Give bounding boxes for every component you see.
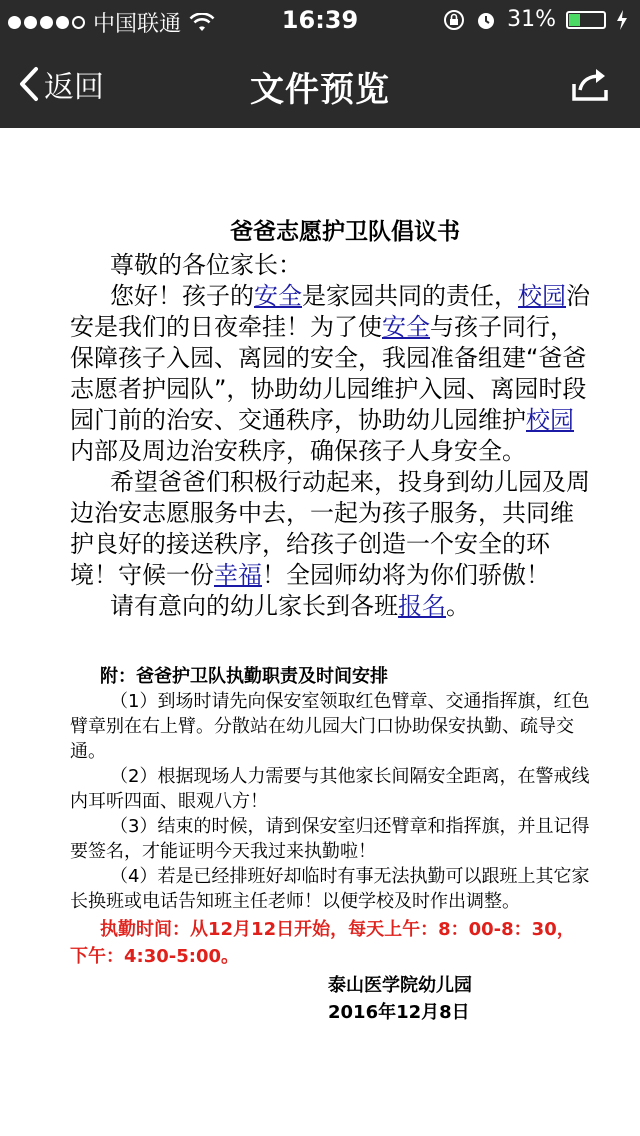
text-segment: 请有意向的幼儿家长到各班 [110, 592, 398, 620]
document-preview [70, 214, 590, 1026]
battery-percent: 31% [507, 7, 556, 32]
alarm-icon [475, 9, 497, 31]
text-segment: 。 [446, 592, 470, 620]
status-bar [0, 0, 640, 40]
document-body [70, 250, 590, 622]
clock: 16:39 [281, 6, 359, 34]
text-segment: ！全园师幼将为你们骄傲！ [262, 561, 550, 589]
paragraph-1 [70, 281, 590, 467]
link-signup[interactable]: 报名 [398, 592, 446, 620]
navigation-bar [0, 40, 640, 128]
text-segment: 治安是我们的日夜牵挂！为了使 [70, 282, 590, 341]
text-segment: 内部及周边治安秩序，确保孩子人身安全。 [70, 437, 526, 465]
duty-item-3: （3）结束的时候，请到保安室归还臂章和指挥旗，并且记得要签名，才能证明今天我过来执勤啦！ [70, 816, 590, 862]
link-campus-2[interactable]: 校园 [526, 406, 574, 434]
document-title: 爸爸志愿护卫队倡议书 [230, 219, 460, 245]
signature-org: 泰山医学院幼儿园 [328, 975, 472, 996]
text-segment: 与孩子同行，保障孩子入园、离园的安全，我园准备组建“爸爸志愿者护园队”，协助幼儿园维护入园、离园时段园门前的治安、交通秩序，协助幼儿园维护 [70, 313, 587, 434]
status-right [443, 7, 628, 32]
signature-date: 2016年12月8日 [328, 1002, 470, 1023]
charging-icon [616, 10, 628, 30]
page-title: 文件预览 [250, 70, 390, 110]
attachment-section [70, 664, 590, 970]
salutation: 尊敬的各位家长： [110, 251, 302, 279]
text-segment: 是家园共同的责任， [302, 282, 518, 310]
duty-item-4: （4）若是已经排班好却临时有事无法执勤可以跟班上其它家长换班或电话告知班主任老师！以便学校及时作出调整。 [70, 866, 590, 912]
attachment-title: 爸爸护卫队执勤职责及时间安排 [136, 666, 388, 687]
carrier-name: 中国联通 [93, 12, 182, 37]
battery-level [569, 14, 580, 26]
attachment-prefix: 附： [100, 666, 136, 687]
paragraph-3 [70, 591, 590, 622]
link-safety[interactable]: 安全 [254, 282, 302, 310]
back-label: 返回 [44, 70, 104, 105]
paragraph-2 [70, 467, 590, 591]
text-segment: 您好！孩子的 [110, 282, 254, 310]
rotation-lock-icon [443, 9, 465, 31]
link-happiness[interactable]: 幸福 [214, 561, 262, 589]
duty-item-1: （1）到场时请先向保安室领取红色臂章、交通指挥旗，红色臂章别在右上臂。分散站在幼儿园大门口协助保安执勤、疏导交通。 [70, 691, 590, 762]
battery-icon [566, 11, 606, 29]
signature-block [328, 972, 590, 1026]
text-segment: 希望爸爸们积极行动起来，投身到幼儿园及周边治安志愿服务中去，一起为孩子服务，共同维护良好的接送秩序，给孩子创造一个安全的环境！守候一份 [70, 468, 590, 589]
attachment-heading [70, 664, 590, 689]
link-safety-2[interactable]: 安全 [382, 313, 430, 341]
link-campus[interactable]: 校园 [518, 282, 566, 310]
work-time: 执勤时间：从12月12日开始，每天上午：8：00-8：30，下午：4:30-5:00。 [70, 919, 575, 967]
share-button[interactable] [570, 66, 610, 106]
share-icon [570, 66, 610, 102]
duty-item-2: （2）根据现场人力需要与其他家长间隔安全距离，在警戒线内耳听四面、眼观八方！ [70, 766, 590, 812]
